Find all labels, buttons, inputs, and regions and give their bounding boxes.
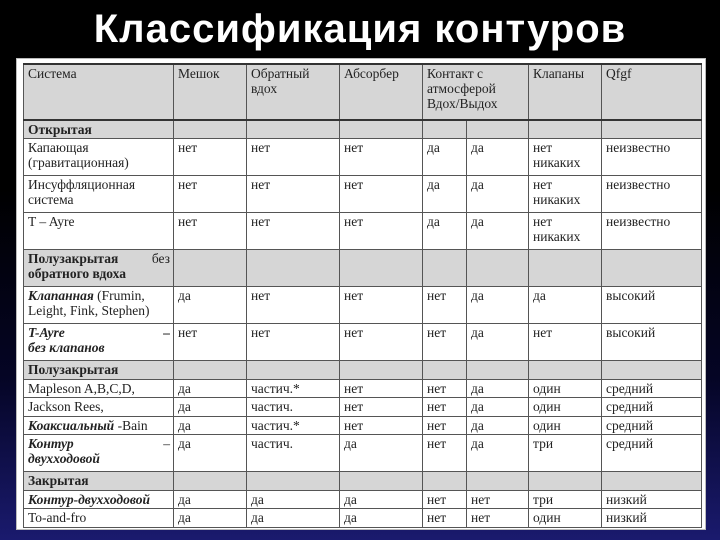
system-name: Контур xyxy=(28,436,74,452)
cell-bag: да xyxy=(174,287,247,324)
cell-system: Капающая (гравитационная) xyxy=(24,139,174,176)
cell-valves: нет xyxy=(529,324,602,361)
cell-inhale: нет xyxy=(423,379,467,398)
cell-exhale: нет xyxy=(467,509,529,528)
table-sheet xyxy=(16,58,706,530)
cell-bag: нет xyxy=(174,176,247,213)
cell-qfgf: неизвестно xyxy=(602,213,702,250)
system-detail: без клапанов xyxy=(28,340,105,356)
cell-rebreathing: частич.* xyxy=(247,416,340,435)
cell-inhale: нет xyxy=(423,287,467,324)
cell-system: Jackson Rees, xyxy=(24,398,174,417)
table-row xyxy=(24,435,702,472)
cell-rebreathing: нет xyxy=(247,324,340,361)
cell-bag: да xyxy=(174,490,247,509)
cell-bag: нет xyxy=(174,324,247,361)
cell-exhale: да xyxy=(467,139,529,176)
cell-system xyxy=(24,416,174,435)
cell-qfgf: высокий xyxy=(602,287,702,324)
table-row xyxy=(24,213,702,250)
cell-exhale: да xyxy=(467,324,529,361)
section-semiclosed: Полузакрытая xyxy=(24,361,174,380)
cell-valves: нет никаких xyxy=(529,213,602,250)
cell-exhale: да xyxy=(467,416,529,435)
cell-inhale: нет xyxy=(423,435,467,472)
cell-rebreathing: частич.* xyxy=(247,379,340,398)
header-absorber: Абсорбер xyxy=(340,64,423,120)
cell-system: Mapleson A,B,C,D, xyxy=(24,379,174,398)
section-label-line2: обратного вдоха xyxy=(28,266,127,282)
system-dash: – xyxy=(163,436,170,452)
cell-inhale: нет xyxy=(423,416,467,435)
cell-qfgf: неизвестно xyxy=(602,139,702,176)
cell-rebreathing: да xyxy=(247,490,340,509)
cell-rebreathing: частич. xyxy=(247,435,340,472)
system-name: Клапанная xyxy=(28,288,94,304)
cell-rebreathing: частич. xyxy=(247,398,340,417)
cell-qfgf: низкий xyxy=(602,490,702,509)
table-row xyxy=(24,398,702,417)
table-row xyxy=(24,324,702,361)
header-valves: Клапаны xyxy=(529,64,602,120)
table-row xyxy=(24,509,702,528)
cell-valves: да xyxy=(529,287,602,324)
cell-qfgf: средний xyxy=(602,398,702,417)
cell-absorber: нет xyxy=(340,398,423,417)
cell-exhale: да xyxy=(467,435,529,472)
cell-absorber: нет xyxy=(340,287,423,324)
cell-system xyxy=(24,324,174,361)
cell-absorber: нет xyxy=(340,379,423,398)
table-row xyxy=(24,379,702,398)
cell-inhale: нет xyxy=(423,324,467,361)
cell-valves: один xyxy=(529,416,602,435)
cell-inhale: да xyxy=(423,176,467,213)
cell-valves: один xyxy=(529,398,602,417)
table-row xyxy=(24,176,702,213)
header-contact-line1: Контакт с xyxy=(427,66,484,81)
cell-inhale: нет xyxy=(423,509,467,528)
cell-qfgf: средний xyxy=(602,379,702,398)
cell-qfgf: низкий xyxy=(602,509,702,528)
cell-valves: нет никаких xyxy=(529,139,602,176)
cell-system xyxy=(24,287,174,324)
cell-valves: нет никаких xyxy=(529,176,602,213)
header-system: Система xyxy=(24,64,174,120)
system-dash: – xyxy=(163,325,170,341)
system-detail: (Frumin, Leight, Fink, Stephen) xyxy=(28,288,150,319)
cell-system: To-and-fro xyxy=(24,509,174,528)
cell-qfgf: неизвестно xyxy=(602,176,702,213)
cell-inhale: да xyxy=(423,139,467,176)
circuit-classification-table xyxy=(23,63,702,528)
cell-exhale: нет xyxy=(467,490,529,509)
cell-rebreathing: нет xyxy=(247,213,340,250)
cell-absorber: нет xyxy=(340,324,423,361)
cell-valves: один xyxy=(529,379,602,398)
section-row-closed xyxy=(24,472,702,491)
cell-rebreathing: да xyxy=(247,509,340,528)
cell-bag: да xyxy=(174,416,247,435)
cell-exhale: да xyxy=(467,398,529,417)
header-contact-line3: Вдох/Выдох xyxy=(427,96,498,111)
cell-inhale: да xyxy=(423,213,467,250)
cell-valves: три xyxy=(529,435,602,472)
cell-absorber: да xyxy=(340,490,423,509)
header-row xyxy=(24,64,702,120)
cell-valves: один xyxy=(529,509,602,528)
cell-absorber: нет xyxy=(340,176,423,213)
system-name: T-Ayre xyxy=(28,325,65,341)
header-atmosphere-contact xyxy=(423,64,529,120)
cell-qfgf: средний xyxy=(602,435,702,472)
cell-absorber: да xyxy=(340,435,423,472)
cell-bag: да xyxy=(174,435,247,472)
cell-rebreathing: нет xyxy=(247,287,340,324)
section-open: Открытая xyxy=(24,120,174,139)
section-label: Полузакрытая xyxy=(28,251,119,267)
cell-exhale: да xyxy=(467,379,529,398)
cell-qfgf: средний xyxy=(602,416,702,435)
cell-bag: да xyxy=(174,509,247,528)
cell-qfgf: высокий xyxy=(602,324,702,361)
section-label-suffix: без xyxy=(151,251,170,267)
cell-valves: три xyxy=(529,490,602,509)
cell-exhale: да xyxy=(467,287,529,324)
section-row-semiclosed-norebreath xyxy=(24,250,702,287)
table-row xyxy=(24,139,702,176)
cell-inhale: нет xyxy=(423,490,467,509)
cell-absorber: нет xyxy=(340,416,423,435)
cell-exhale: да xyxy=(467,213,529,250)
table-row xyxy=(24,287,702,324)
cell-exhale: да xyxy=(467,176,529,213)
header-contact-line2: атмосферой xyxy=(427,81,496,96)
cell-bag: нет xyxy=(174,139,247,176)
cell-system xyxy=(24,490,174,509)
slide-title: Классификация контуров xyxy=(93,7,627,51)
cell-absorber: да xyxy=(340,509,423,528)
cell-inhale: нет xyxy=(423,398,467,417)
cell-bag: нет xyxy=(174,213,247,250)
section-closed: Закрытая xyxy=(24,472,174,491)
cell-absorber: нет xyxy=(340,213,423,250)
header-bag: Мешок xyxy=(174,64,247,120)
cell-system: Инсуффляционная система xyxy=(24,176,174,213)
section-row-open xyxy=(24,120,702,139)
table-row xyxy=(24,416,702,435)
cell-absorber: нет xyxy=(340,139,423,176)
cell-bag: да xyxy=(174,398,247,417)
cell-rebreathing: нет xyxy=(247,176,340,213)
system-name: Коаксиальный xyxy=(28,417,115,433)
system-detail: двухходовой xyxy=(28,451,100,467)
header-rebreathing: Обратный вдох xyxy=(247,64,340,120)
section-semiclosed-norebreath xyxy=(24,250,174,287)
system-name: Контур-двухходовой xyxy=(28,491,150,507)
table-row xyxy=(24,490,702,509)
cell-bag: да xyxy=(174,379,247,398)
cell-system: T – Ayre xyxy=(24,213,174,250)
header-qfgf: Qfgf xyxy=(602,64,702,120)
section-row-semiclosed xyxy=(24,361,702,380)
system-detail: -Bain xyxy=(117,417,148,433)
cell-rebreathing: нет xyxy=(247,139,340,176)
cell-system xyxy=(24,435,174,472)
